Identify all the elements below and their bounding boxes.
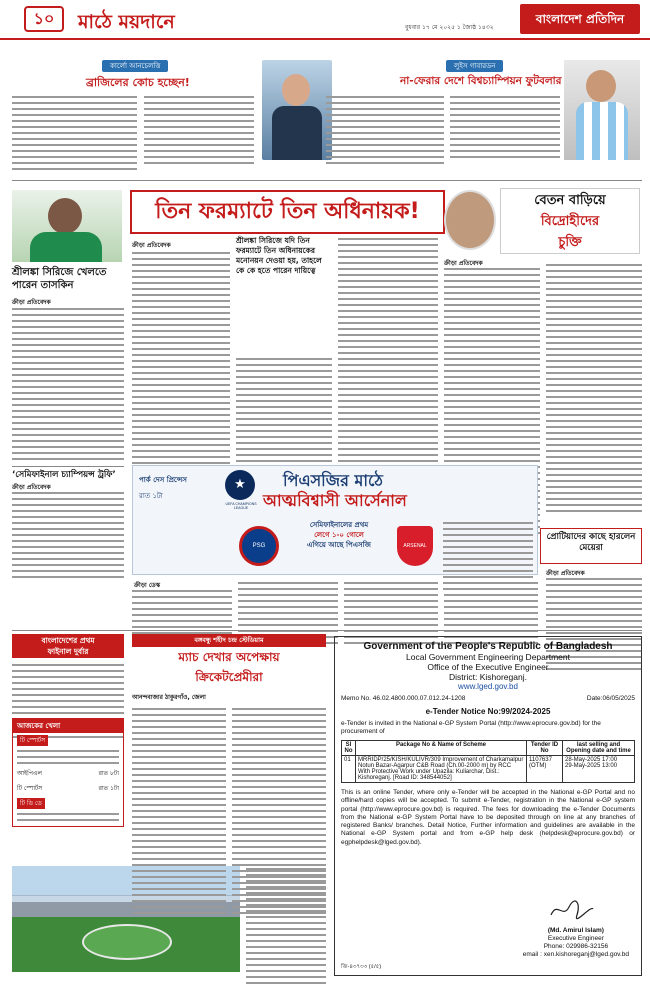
- ucl-headline2: আত্মবিশ্বাসী আর্সেনাল: [263, 491, 407, 510]
- story-headline: ব্রাজিলের কোচ হচ্ছেন!: [86, 76, 190, 89]
- right-headline-box: [500, 188, 640, 254]
- memo-date: Date:06/05/2025: [586, 695, 635, 702]
- tv-channel: টি স্পোর্টস: [17, 735, 48, 746]
- side-box-body: [12, 490, 124, 580]
- ucl-band: [132, 465, 538, 575]
- cell-tender-id: 1107637 (OTM): [527, 756, 563, 783]
- signer-name: (Md. Amirul Islam): [547, 927, 604, 934]
- ucl-headline1: পিএসজির মাঠে: [283, 471, 383, 490]
- memo-number: Memo No. 46.02.4800.000.07.012.24-1208: [341, 695, 466, 702]
- right-story2-headline: প্রোটিয়াদের কাছে হারলেন মেয়েরা: [540, 528, 642, 564]
- cricket-body-col3: [246, 866, 326, 984]
- tender-body: This is an online Tender, where only e-Tender will be accepted in the National e-GP Portal and no offline/hard copies will be accepted. To submit e-Tender, registration in the National e-GP system portal (http://www.eprocure.gov.bd) is required. The fees for downloading the e-Tender Documents from the National e-GP System Portal have to be deposited through on line at any branches of registered Banks/ branches. Detail Notice, Further information and guidelines are available in the National e-GP System portal and from e-GP help desk (helpdesk@eprocure.gov.bd) or egphelpdesk@lged.gov.bd).: [341, 789, 635, 846]
- byline: ক্রীড়া প্রতিবেদক: [546, 570, 585, 577]
- table-row: [342, 756, 635, 783]
- section-title: মাঠে ময়দানে: [78, 11, 175, 33]
- tender-dept: Local Government Engineering Department: [406, 652, 570, 662]
- byline: আনন্দবাজার ঠাকুরগাঁও, জেলা: [132, 694, 206, 701]
- tv-channel: আইপিএল: [17, 770, 42, 777]
- cricket-box: [132, 634, 326, 862]
- story-body-col2: [450, 94, 560, 160]
- cell-package: MRRIDP/25/KISH/KULIVR/309 Improvement of Charkamalpur Notun Bazar-Agarpur C&B Road (Ch.00-2000 m) by RCC With Protective Work under Upazila: Kuliarchar, Dist.: Kishoreganj. [Road ID: 348544052]: [356, 756, 527, 783]
- semi-info: [293, 520, 385, 550]
- cricket-headline1: ম্যাচ দেখার অপেক্ষায়: [178, 650, 280, 664]
- tender-office: Office of the Executive Engineer: [427, 662, 549, 672]
- story-body: [326, 94, 444, 166]
- semi-line3: এগিয়ে আছে পিএসজি: [307, 541, 371, 549]
- tv-channel: টি স্পোর্টস: [17, 785, 43, 792]
- tender-notice: [334, 636, 642, 976]
- cricket-body-col1: [132, 706, 226, 916]
- signer-role: Executive Engineer: [547, 935, 604, 942]
- tv-guide: [12, 718, 124, 827]
- pull-quote: শ্রীলঙ্কা সিরিজে যদি তিন ফরম্যাটে তিন অধিনায়কের মনোনয়ন দেওয়া হয়, তাহলে কে কে হতে পারেন দায়িত্বে: [236, 236, 322, 275]
- cricket-headline2: ক্রিকেটপ্রেমীরা: [195, 670, 263, 684]
- headline-line1: বেতন বাড়িয়ে: [534, 193, 606, 208]
- bottom-left-headline: [12, 634, 124, 658]
- signature: [547, 899, 597, 921]
- semi-line1: সেমিফাইনালের প্রথম: [309, 521, 369, 529]
- tender-govt-title: Government of the People's Republic of Bangladesh: [363, 641, 613, 652]
- page-number: ১০: [24, 6, 64, 32]
- ucl-logo: ★: [225, 470, 255, 500]
- player-photo: [564, 60, 640, 160]
- tv-guide-title: আজকের খেলা: [13, 719, 123, 733]
- headline-line1: বাংলাদেশের প্রথম: [41, 636, 95, 645]
- divider: [12, 630, 642, 631]
- page-header: [0, 0, 650, 40]
- tender-intro: e-Tender is invited in the National e-GP System Portal (http://www.eprocure.gov.bd) for the procurement of: [341, 720, 601, 735]
- tv-row: [13, 733, 123, 748]
- tender-notice-no: e-Tender Notice No:99/2024-2025: [425, 707, 551, 716]
- tv-row: [13, 766, 123, 781]
- headline-line3: চুক্তি: [558, 235, 582, 250]
- kickoff-time: রাত ১টা: [139, 492, 163, 500]
- right-body-col2: [546, 262, 642, 514]
- player-photo-right: [444, 190, 496, 250]
- kicker-label: কার্লো আনচেলত্তি: [102, 60, 168, 72]
- byline: ক্রীড়া ডেস্ক: [134, 582, 161, 589]
- venue-label: পার্ক দেস প্রিন্সেস: [139, 476, 187, 484]
- story-headline: না-ফেরার দেশে বিশ্বচ্যাম্পিয়ন ফুটবলার: [400, 75, 562, 87]
- arsenal-crest: ARSENAL: [397, 526, 433, 566]
- side-box-headline: ‘সেমিফাইনাল চ্যাম্পিয়ন্স ট্রফি’: [12, 466, 124, 481]
- col-sl: Sl No: [342, 741, 356, 756]
- ad-code: জি-৪৩৭৩৩ (৫/৫): [341, 964, 382, 970]
- signer-phone: Phone: 029986-32156: [543, 943, 609, 950]
- byline: ক্রীড়া প্রতিবেদক: [444, 260, 483, 267]
- side-lead-headline: শ্রীলঙ্কা সিরিজে খেলতে পারেন তাসকিন: [12, 267, 107, 291]
- signer-email: email : xen.kishoreganj@lged.gov.bd: [522, 951, 629, 958]
- headline-line2: ফাইনাল দুর্বার: [47, 647, 89, 656]
- kicker-label: বঙ্গবন্ধু শহীদ চন্দ্র স্টেডিয়াম: [132, 634, 326, 647]
- semi-line2: লেগে ১-০ গোলে: [314, 531, 364, 539]
- coach-photo: [262, 60, 332, 160]
- cell-sl: 01: [342, 756, 356, 783]
- byline: ক্রীড়া প্রতিবেদক: [12, 484, 51, 491]
- col-tender-id: Tender ID No: [527, 741, 563, 756]
- tv-row: [13, 781, 123, 796]
- issue-date: বুধবার ১৭ মে ২০২৫ ১ জ্যৈষ্ঠ ১৪৩২: [405, 24, 494, 31]
- divider: [12, 180, 642, 181]
- tender-district: District: Kishoreganj.: [449, 672, 527, 682]
- story-body: [12, 94, 137, 172]
- tender-table: [341, 740, 635, 783]
- table-header: [342, 741, 635, 756]
- competition-name: UEFA CHAMPIONS LEAGUE: [225, 502, 257, 510]
- tv-row: [13, 796, 123, 811]
- story-body-col2: [144, 94, 254, 166]
- tender-website[interactable]: www.lged.gov.bd: [458, 682, 518, 691]
- side-lead-body: [12, 306, 124, 462]
- tv-time: রাত ৮টা: [98, 770, 119, 777]
- tv-time: রাত ১টা: [98, 785, 119, 792]
- tv-channel: টি ডি ডে: [17, 798, 45, 809]
- lead-headline: তিন ফরম্যাটে তিন অধিনায়ক!: [130, 190, 445, 234]
- masthead-logo: বাংলাদেশ প্রতিদিন: [520, 4, 640, 34]
- headline-line2: বিদ্রোহীদের: [540, 214, 600, 229]
- story-ancelotti: [12, 60, 312, 175]
- col-package: Package No & Name of Scheme: [356, 741, 527, 756]
- col-dates: last selling and Opening date and time: [563, 741, 635, 756]
- story-obituary: [326, 60, 642, 175]
- cell-dates: 28-May-2025 17:00 29-May-2025 13:00: [563, 756, 635, 783]
- byline: ক্রীড়া প্রতিবেদক: [132, 242, 171, 249]
- kicker-label: লুইস গাবারডন: [446, 60, 503, 72]
- psg-crest: PSG: [239, 526, 279, 566]
- byline: ক্রীড়া প্রতিবেদক: [12, 299, 51, 306]
- player-photo-left: [12, 190, 122, 262]
